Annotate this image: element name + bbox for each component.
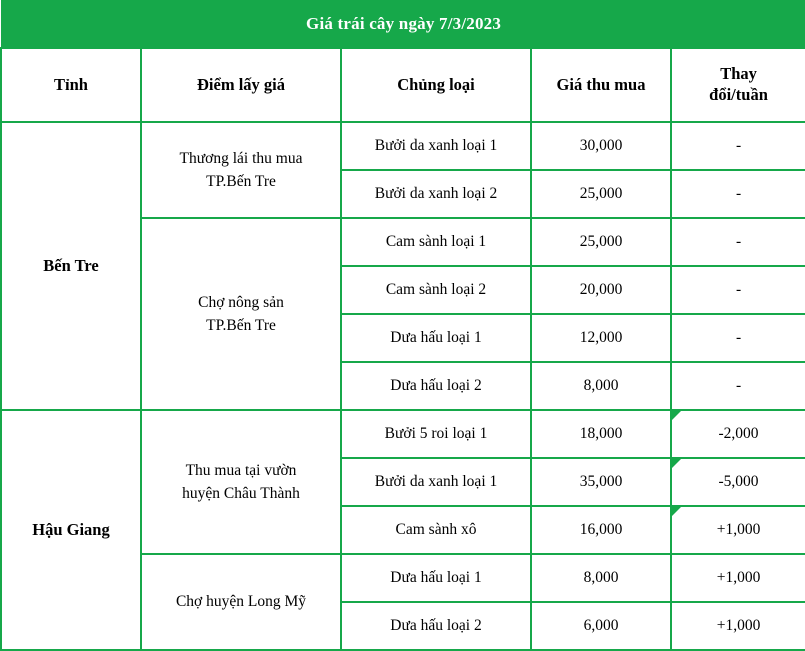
change-cell: +1,000 — [671, 506, 805, 554]
price-cell: 18,000 — [531, 410, 671, 458]
table-row — [1, 410, 805, 458]
table-row — [1, 122, 805, 170]
kind-cell: Cam sành xô — [341, 506, 531, 554]
price-cell: 6,000 — [531, 602, 671, 650]
change-cell: - — [671, 218, 805, 266]
change-cell: - — [671, 266, 805, 314]
change-cell: - — [671, 314, 805, 362]
column-header-point: Điểm lấy giá — [141, 48, 341, 122]
change-cell: - — [671, 170, 805, 218]
province-hau-giang: Hậu Giang — [1, 410, 141, 650]
change-cell: - — [671, 122, 805, 170]
kind-cell: Bưởi 5 roi loại 1 — [341, 410, 531, 458]
kind-cell: Dưa hấu loại 1 — [341, 314, 531, 362]
change-cell: -5,000 — [671, 458, 805, 506]
column-header-change-line2: đổi/tuần — [709, 85, 768, 104]
kind-cell: Cam sành loại 2 — [341, 266, 531, 314]
column-header-change — [671, 48, 805, 122]
point-ben-tre-trader — [141, 122, 341, 218]
column-header-price: Giá thu mua — [531, 48, 671, 122]
price-cell: 12,000 — [531, 314, 671, 362]
point-label-line1: Thương lái thu mua — [179, 149, 303, 167]
point-ben-tre-market — [141, 218, 341, 410]
kind-cell: Dưa hấu loại 1 — [341, 554, 531, 602]
price-cell: 8,000 — [531, 362, 671, 410]
point-hau-giang-orchard — [141, 410, 341, 554]
price-cell: 35,000 — [531, 458, 671, 506]
price-cell: 25,000 — [531, 170, 671, 218]
kind-cell: Dưa hấu loại 2 — [341, 602, 531, 650]
kind-cell: Bưởi da xanh loại 1 — [341, 458, 531, 506]
price-cell: 25,000 — [531, 218, 671, 266]
table-title-row — [1, 1, 805, 49]
point-label-line1: Chợ nông sản — [198, 293, 284, 311]
point-label-line2: TP.Bến Tre — [206, 317, 276, 334]
column-header-province: Tỉnh — [1, 48, 141, 122]
change-cell: - — [671, 362, 805, 410]
change-cell: +1,000 — [671, 602, 805, 650]
table-header-row — [1, 48, 805, 122]
kind-cell: Bưởi da xanh loại 1 — [341, 122, 531, 170]
column-header-change-line1: Thay — [720, 64, 757, 84]
price-cell: 20,000 — [531, 266, 671, 314]
page-title: Giá trái cây ngày 7/3/2023 — [1, 1, 805, 49]
price-cell: 16,000 — [531, 506, 671, 554]
price-cell: 8,000 — [531, 554, 671, 602]
point-label-line1: Thu mua tại vườn — [185, 461, 297, 479]
price-cell: 30,000 — [531, 122, 671, 170]
kind-cell: Dưa hấu loại 2 — [341, 362, 531, 410]
kind-cell: Bưởi da xanh loại 2 — [341, 170, 531, 218]
point-label-line2: huyện Châu Thành — [182, 485, 300, 502]
change-cell: -2,000 — [671, 410, 805, 458]
column-header-kind: Chủng loại — [341, 48, 531, 122]
kind-cell: Cam sành loại 1 — [341, 218, 531, 266]
point-hau-giang-long-my: Chợ huyện Long Mỹ — [141, 554, 341, 650]
province-ben-tre: Bến Tre — [1, 122, 141, 410]
point-label-line2: TP.Bến Tre — [206, 173, 276, 190]
change-cell: +1,000 — [671, 554, 805, 602]
